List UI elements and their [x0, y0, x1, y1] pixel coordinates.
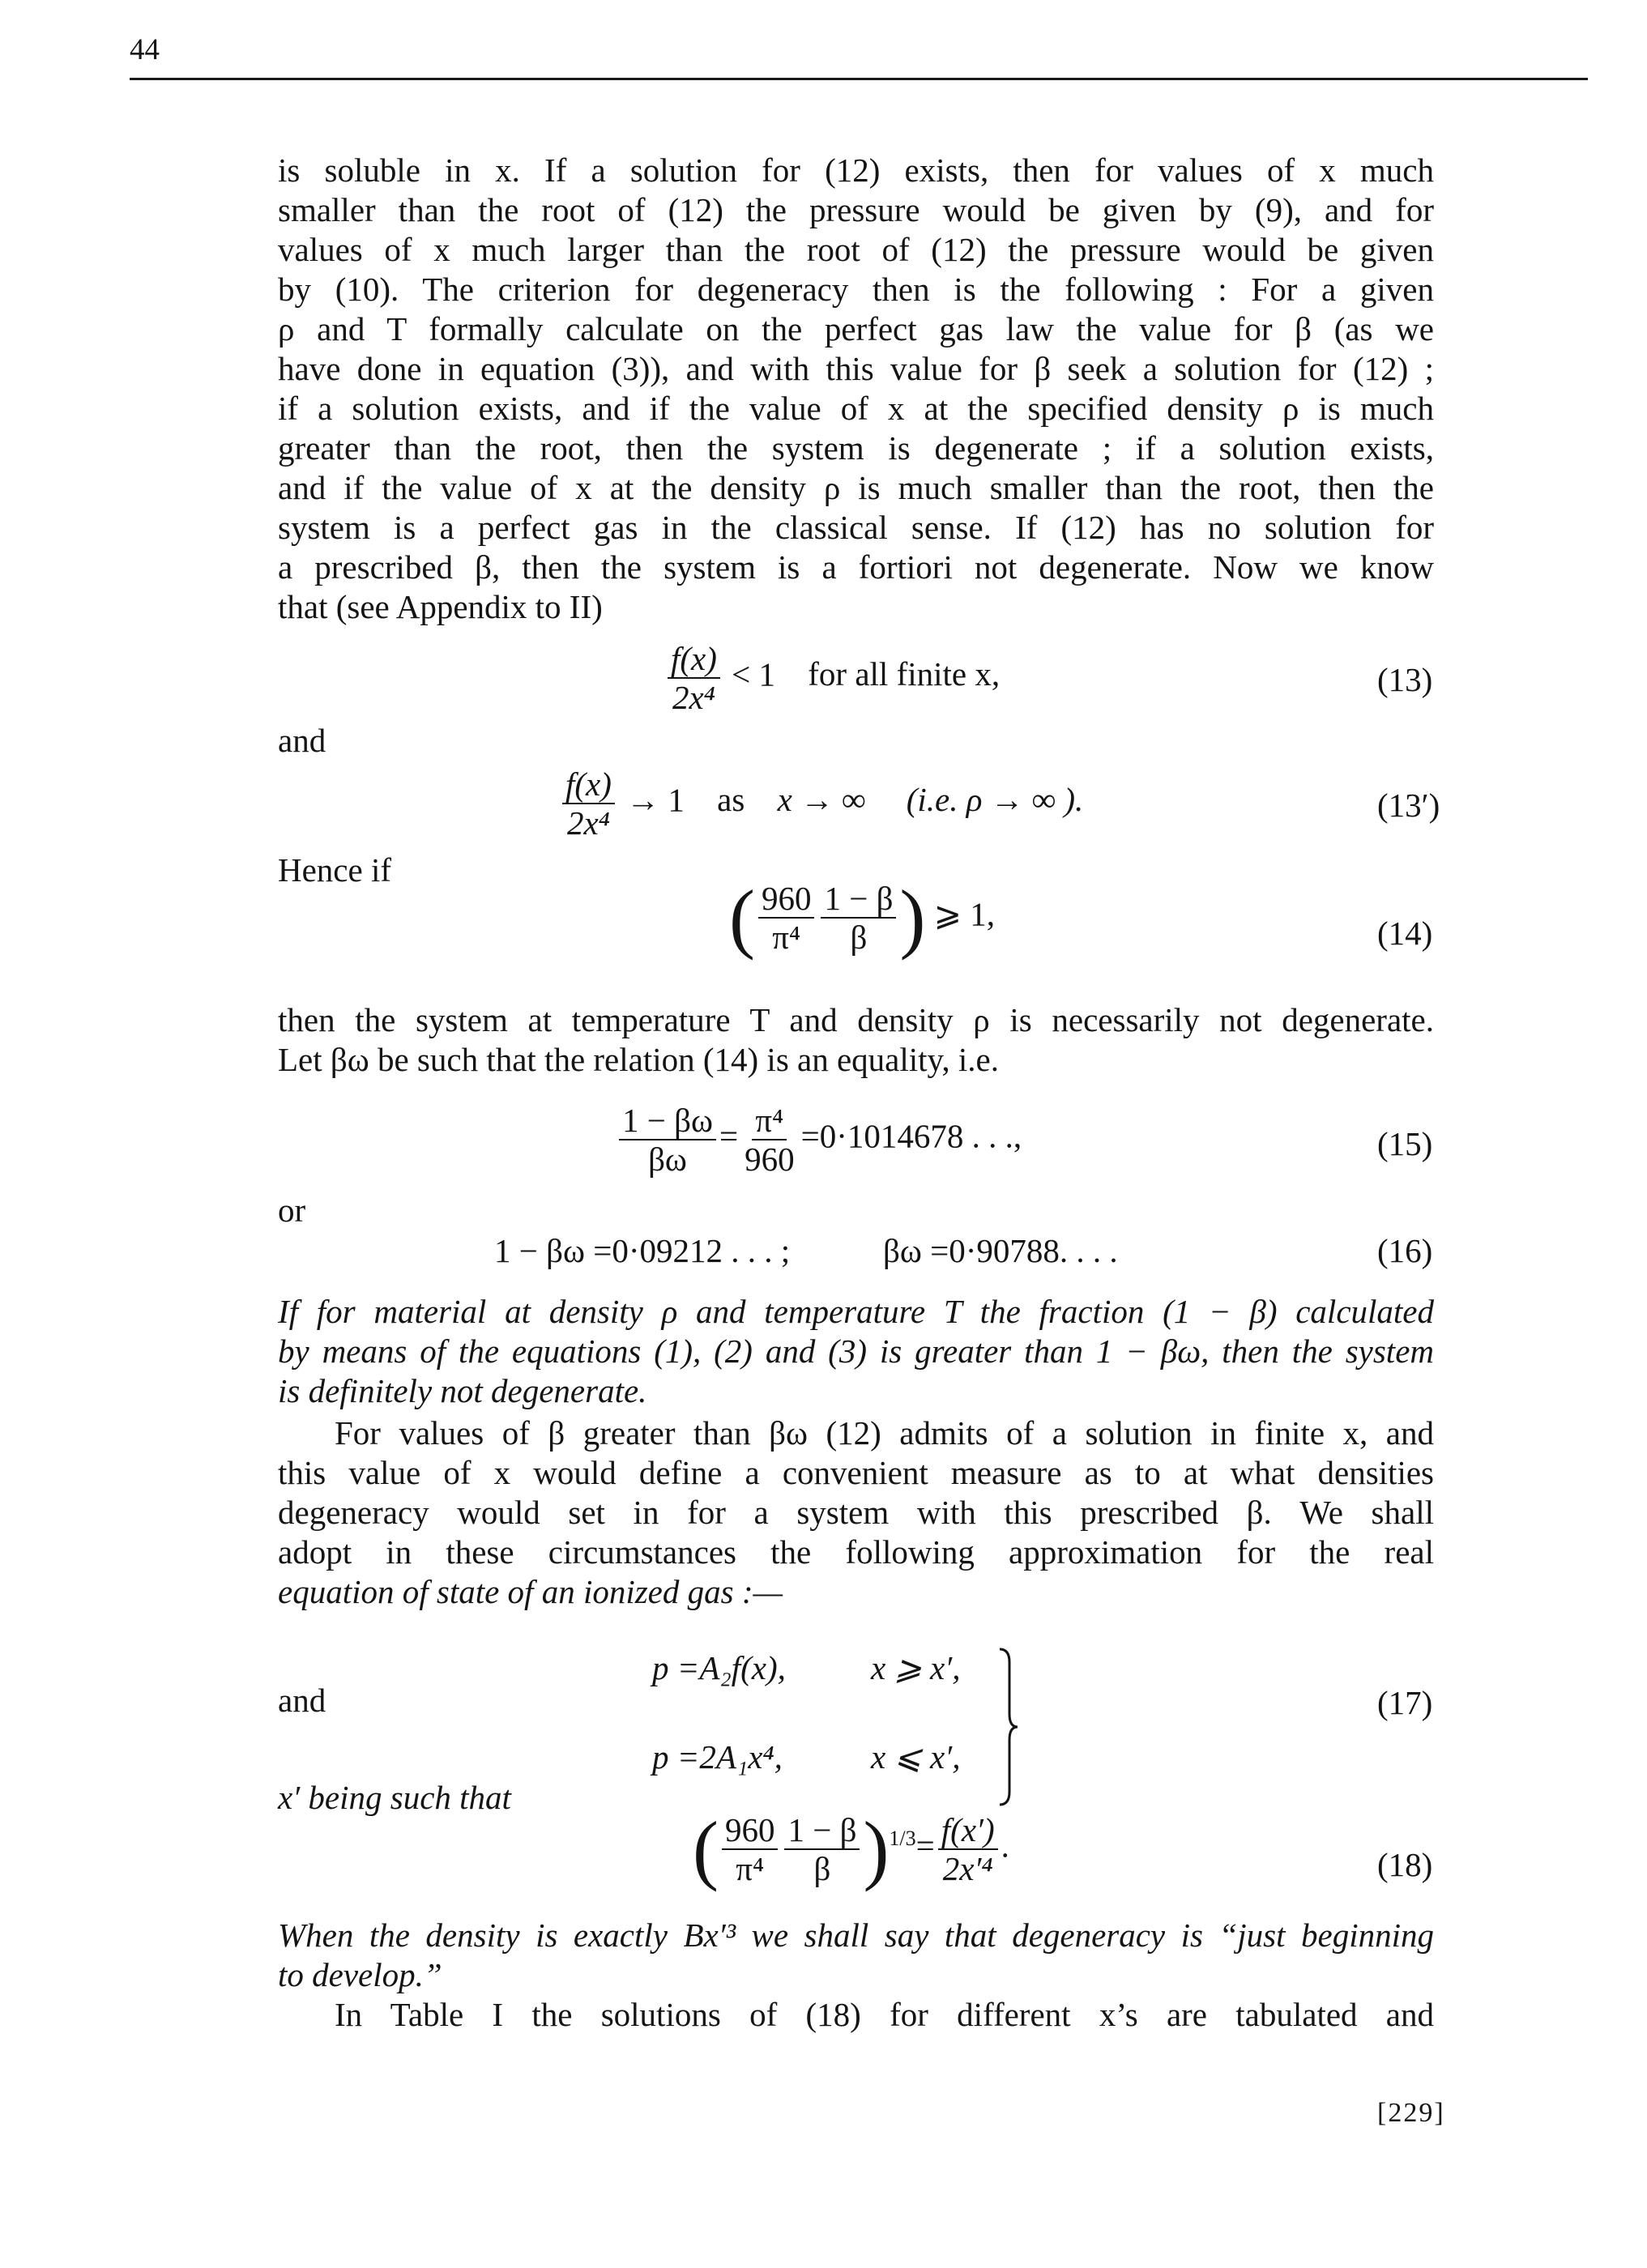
text-line: is definitely not degenerate.: [278, 1372, 647, 1409]
text-line: smaller than the root of (12) the pressure would be given by (9), and for: [278, 191, 1434, 228]
equation-13: $\frac{f(x)}{\text{2x⁴}}$ < 1 for all finite x,: [664, 640, 1000, 716]
right-brace-icon: [996, 1646, 1021, 1808]
fraction: $\frac{f(x)}{\text{2x⁴}}$: [562, 765, 615, 842]
connector-and-2: and: [278, 1682, 326, 1719]
text-line: In Table I the solutions of (18) for different x’s are tabulated and: [335, 1996, 1434, 2033]
text-line: have done in equation (3)), and with this value for β seek a solution for (12) ;: [278, 350, 1434, 387]
paragraph-criterion-italic: [278, 1292, 1434, 1411]
paragraph-approximation: [278, 1413, 1434, 1612]
text-line: if a solution exists, and if the value of x at the specified density ρ is much: [278, 390, 1434, 427]
page-number: 44: [130, 33, 160, 66]
equation-16-left: 1 − βω =0·09212 . . . ;: [494, 1232, 791, 1269]
equation-label-14: (14): [1377, 914, 1433, 952]
fraction: $\frac{1 - \beta}{\beta}$: [821, 880, 896, 956]
fraction: $\frac{960}{\text{π⁴}}$: [758, 880, 815, 956]
text-line: by means of the equations (1), (2) and (3) is greater than 1 − βω, then the system: [278, 1332, 1434, 1370]
equation-15: $\frac{1 - \beta\omega}{\beta\omega}$ = $\frac{\text{π⁴}}{960}$ =0·1014678 . . .,: [616, 1102, 1022, 1178]
text-line: ρ and T formally calculate on the perfect gas law the value for β (as we: [278, 310, 1434, 347]
fraction: $\frac{960}{\text{π⁴}}$: [722, 1811, 779, 1887]
paragraph-beta-omega: [278, 1000, 1434, 1080]
text-line: If for material at density ρ and temperature T the fraction (1 − β) calculated: [278, 1293, 1434, 1330]
connector-or: or: [278, 1192, 306, 1229]
equation-label-15: (15): [1377, 1125, 1433, 1162]
connector-and: and: [278, 722, 326, 759]
text-line: When the density is exactly Bx′³ we shall say that degeneracy is “just beginning: [278, 1916, 1434, 1954]
equation-17-line-2: p =2A₁x⁴,: [652, 1738, 783, 1776]
header-rule: [130, 78, 1588, 80]
fraction: $\frac{\text{π⁴}}{960}$: [745, 1102, 795, 1178]
equation-13-prime: $\frac{f(x)}{\text{2x⁴}}$ → 1 as x → ∞ (i.e. ρ → ∞ ).: [559, 765, 1083, 842]
paragraph-degeneracy-beginning: [278, 1916, 1434, 1995]
text-line: this value of x would define a convenient measure as to at what densities: [278, 1454, 1434, 1491]
equation-label-13-prime: (13′): [1377, 787, 1440, 824]
equation-label-16: (16): [1377, 1232, 1433, 1269]
connector-hence-if: Hence if: [278, 851, 391, 889]
text-line: system is a perfect gas in the classical sense. If (12) has no solution for: [278, 509, 1434, 546]
equation-17-line-1: p =A₂f(x),: [652, 1649, 786, 1686]
text-line: adopt in these circumstances the following approximation for the real: [278, 1533, 1434, 1571]
fraction: $\frac{f(x)}{\text{2x⁴}}$: [668, 640, 720, 716]
equation-17-cond-1: x ⩾ x′,: [871, 1649, 961, 1686]
equation-18: ( $\frac{960}{\text{π⁴}}$ $\frac{1 - \beta}{\beta}$ )$^{1/3}$= $\frac{f(x')}{\text{2x′⁴}}$ .: [693, 1805, 1009, 1892]
equation-16-right: βω =0·90788. . . .: [883, 1232, 1118, 1269]
fraction: $\frac{f(x')}{\text{2x′⁴}}$: [938, 1811, 998, 1887]
text-line: is soluble in x. If a solution for (12) exists, then for values of x much: [278, 151, 1434, 189]
footer-page-reference: [229]: [1377, 2098, 1445, 2128]
connector-x-prime: x′ being such that: [278, 1779, 511, 1816]
text-line: values of x much larger than the root of (12) the pressure would be given: [278, 231, 1434, 268]
text-line: equation of state of an ionized gas :—: [278, 1573, 783, 1610]
text-line: and if the value of x at the density ρ is much smaller than the root, then the: [278, 469, 1434, 506]
fraction: $\frac{1 - \beta}{\beta}$: [784, 1811, 860, 1887]
paragraph-table-reference: [278, 1995, 1434, 2035]
text-line: then the system at temperature T and density ρ is necessarily not degenerate.: [278, 1001, 1434, 1038]
text-line: a prescribed β, then the system is a fortiori not degenerate. Now we know: [278, 548, 1434, 586]
text-line: Let βω be such that the relation (14) is an equality, i.e.: [278, 1041, 999, 1078]
equation-label-17: (17): [1377, 1684, 1433, 1721]
text-line: by (10). The criterion for degeneracy then is the following : For a given: [278, 271, 1434, 308]
equation-label-13: (13): [1377, 661, 1433, 698]
text-line: degeneracy would set in for a system with this prescribed β. We shall: [278, 1494, 1434, 1531]
equation-label-18: (18): [1377, 1846, 1433, 1883]
text-line: greater than the root, then the system is degenerate ; if a solution exists,: [278, 429, 1434, 467]
text-line: For values of β greater than βω (12) admits of a solution in finite x, and: [335, 1414, 1434, 1452]
text-line: that (see Appendix to II): [278, 588, 603, 625]
paragraph-criterion: [278, 151, 1434, 627]
text-line: to develop.”: [278, 1956, 442, 1993]
equation-17-cond-2: x ⩽ x′,: [871, 1738, 961, 1776]
fraction: $\frac{1 - \beta\omega}{\beta\omega}$: [619, 1102, 716, 1178]
equation-14: ( $\frac{960}{\text{π⁴}}$ $\frac{1 - \beta}{\beta}$ ) ⩾ 1,: [729, 874, 996, 961]
